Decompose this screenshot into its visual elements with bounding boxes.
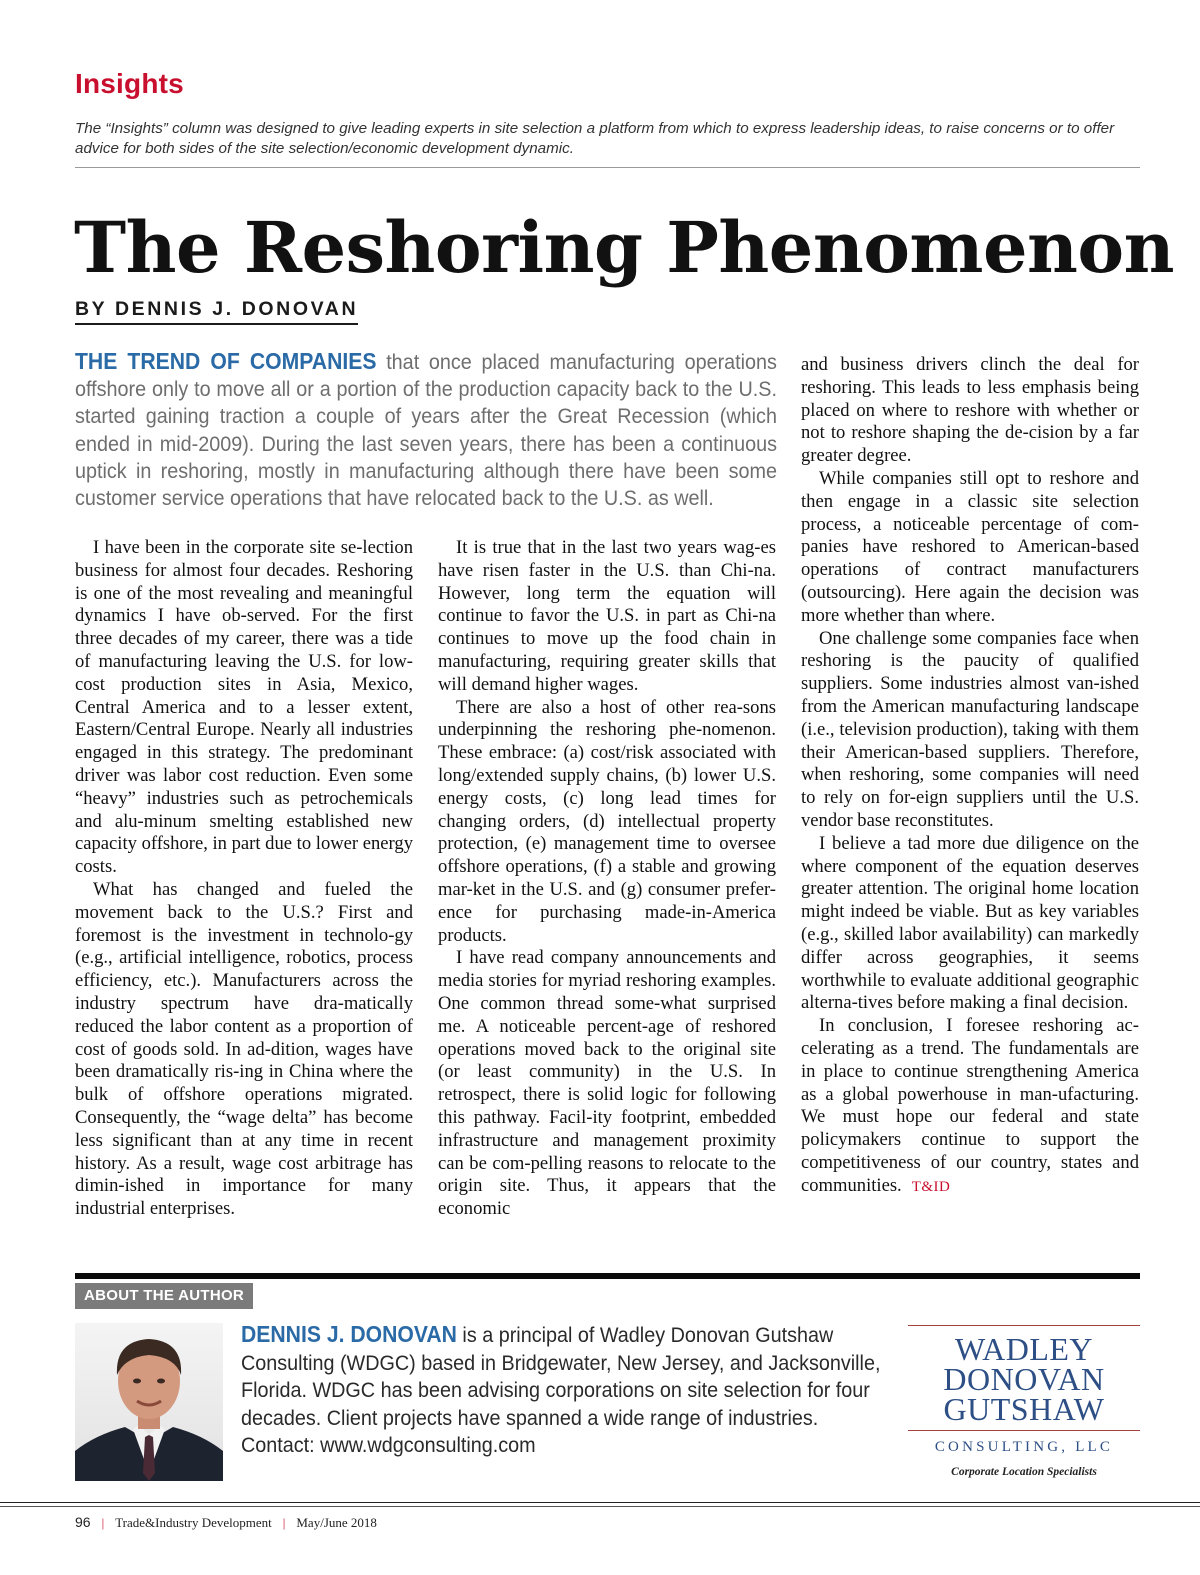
logo-line: DONOVAN: [943, 1361, 1105, 1397]
page-number: 96: [75, 1514, 91, 1530]
author-name: DENNIS J. DONOVAN: [241, 1321, 457, 1347]
section-label: Insights: [75, 68, 184, 99]
footer-separator: |: [282, 1515, 286, 1530]
article-column-1: [75, 537, 413, 1221]
paragraph: I have been in the corporate site se-lection business for almost four decades. Reshoring is one of the most revealing and meaningful dynamics I have ob-served. For the first three decades of my career, there was a tide of manufacturing leaving the U.S. for low-cost production sites in Asia, Mexico, Central America and to a lesser extent, Eastern/Central Europe. Nearly all industries engaged in this strategy. The predominant driver was labor cost reduction. Even some “heavy” industries such as petrochemicals and alu-minum smelting established new capacity offshore, in part due to lower energy costs.: [75, 537, 414, 878]
paragraph: While companies still opt to reshore and then engage in a classic site selection process, a noticeable percentage of com-panies have reshored to American-based operations of contract manufacturers (outsourcing). Here again the decision was more whether than where.: [801, 467, 1139, 626]
footer-rule: [0, 1506, 1200, 1507]
end-mark: T&ID: [911, 1178, 951, 1195]
logo-bottom-rule: [908, 1430, 1140, 1431]
issue-date: May/June 2018: [296, 1515, 377, 1530]
paragraph: I believe a tad more due diligence on the where component of the equation deserves greater attention. The original home location might indeed be viable. But as key variables (e.g., skilled labor availability) can markedly differ across geographies, it seems worthwhile to evaluate additional geographic alterna-tives before making a final decision.: [801, 832, 1139, 1014]
author-bio-text: is a principal of Wadley Donovan Gutshaw Consulting (WDGC) based in Bridgewater, New Jersey, and Jacksonville, Florida. WDGC has been advising corporations on site selection for four decades. Client projects have spanned a wide range of industries.: [241, 1323, 881, 1430]
author-photo: [75, 1323, 223, 1481]
author-bio: [241, 1321, 885, 1460]
paragraph: What has changed and fueled the movement back to the U.S.? First and foremost is the investment in technolo-gy (e.g., artificial intelligence, robotics, process efficiency, etc.). Manufacturers across the industry spectrum have dra-matically reduced the labor content as a proportion of cost of goods sold. In ad-dition, wages have been dramatically ris-ing in China where the bulk of offshore operations migrated. Consequently, the “wage delta” has become less significant than at any time in recent history. As a result, wage cost arbitrage has dimin-ished in importance for many industrial enterprises.: [75, 878, 413, 1220]
footer-separator: |: [101, 1515, 105, 1530]
article-title: The Reshoring Phenomenon: [74, 206, 1175, 289]
paragraph: It is true that in the last two years wag-es have risen faster in the U.S. than Chi-na. However, long term the equation will continue to favor the U.S. in part as Chi-na continues to move up the food chain in manufacturing, requiring greater skills that will demand higher wages.: [438, 537, 776, 695]
author-contact: Contact: www.wdgconsulting.com: [241, 1433, 536, 1457]
paragraph: I have read company announcements and media stories for myriad reshoring examples. One common thread some-what surprised me. A noticeable percent-age of reshored operations moved back to the original site (or least community) in the U.S. In retrospect, there is solid logic for following this pathway. Facil-ity footprint, embedded infrastructure and management proximity can be com-pelling reasons to relocate to the origin site. Thus, it appears that the economic: [438, 947, 776, 1220]
header-divider: [75, 167, 1140, 168]
lede-paragraph: [75, 348, 777, 512]
logo-line: WADLEY: [954, 1331, 1094, 1367]
page-footer: [75, 1514, 377, 1531]
paragraph: One challenge some companies face when reshoring is the paucity of qualified suppliers. Some industries almost van-ished from the American manufacturing landscape (i.e., television production), taking with them their American-based suppliers. Therefore, when reshoring, some companies will need to rely on for-eign suppliers until the U.S. vendor base reconstitutes.: [801, 627, 1139, 831]
article-column-2: [438, 537, 776, 1221]
paragraph-continued: and business drivers clinch the deal for reshoring. This leads to less emphasis being placed on where to reshore with whether or not to reshore shaping the de-cision by a far greater degree.: [801, 354, 1139, 467]
footer-rule: [0, 1502, 1200, 1503]
paragraph: There are also a host of other rea-sons underpinning the reshoring phe-nomenon. These embrace: (a) cost/risk associated with long/extended supply chains, (b) lower U.S. energy costs, (c) long lead times for changing orders, (d) intellectual property protection, (e) management time to oversee offshore operations, (f) a stable and growing mar-ket in the U.S. and (g) consumer prefer-ence for purchasing made-in-America products.: [438, 696, 776, 946]
logo-line: GUTSHAW: [943, 1391, 1105, 1427]
article-column-3: [801, 354, 1139, 1198]
paragraph-final: [801, 1015, 1139, 1198]
wdgc-logo: [908, 1325, 1140, 1478]
logo-top-rule: [908, 1325, 1140, 1326]
logo-subtitle: CONSULTING, LLC: [934, 1439, 1114, 1455]
section-description: The “Insights” column was designed to give leading experts in site selection a platform from which to express leadership ideas, to raise concerns or to offer advice for both sides of the site selection/economic development dynamic.: [75, 120, 1115, 157]
byline: BY DENNIS J. DONOVAN: [75, 298, 358, 325]
final-paragraph-text: In conclusion, I foresee reshoring ac-celerating as a trend. The fundamentals are in place to continue strengthening America as a global powerhouse in man-ufacturing. We must hope our federal and state policymakers continue to support the competitiveness of our country, states and communities.: [801, 1015, 1139, 1196]
logo-tagline: Corporate Location Specialists: [951, 1466, 1097, 1478]
about-divider: [75, 1273, 1140, 1279]
logo-wordmark: [908, 1331, 1140, 1427]
author-portrait-illustration: [75, 1323, 223, 1481]
lede-text: that once placed manufacturing operations offshore only to move all or a portion of the production capacity back to the U.S. started gaining traction a couple of years after the Great Recession (which ended in mid-2009). During the last seven years, there has been a continuous uptick in reshoring, mostly in manufacturing although there have been some customer service operations that have relocated back to the U.S. as well.: [75, 350, 777, 511]
magazine-name: Trade&Industry Development: [115, 1515, 272, 1530]
lede-lead-in: THE TREND OF COMPANIES: [75, 348, 377, 374]
about-author-label: ABOUT THE AUTHOR: [75, 1283, 253, 1309]
